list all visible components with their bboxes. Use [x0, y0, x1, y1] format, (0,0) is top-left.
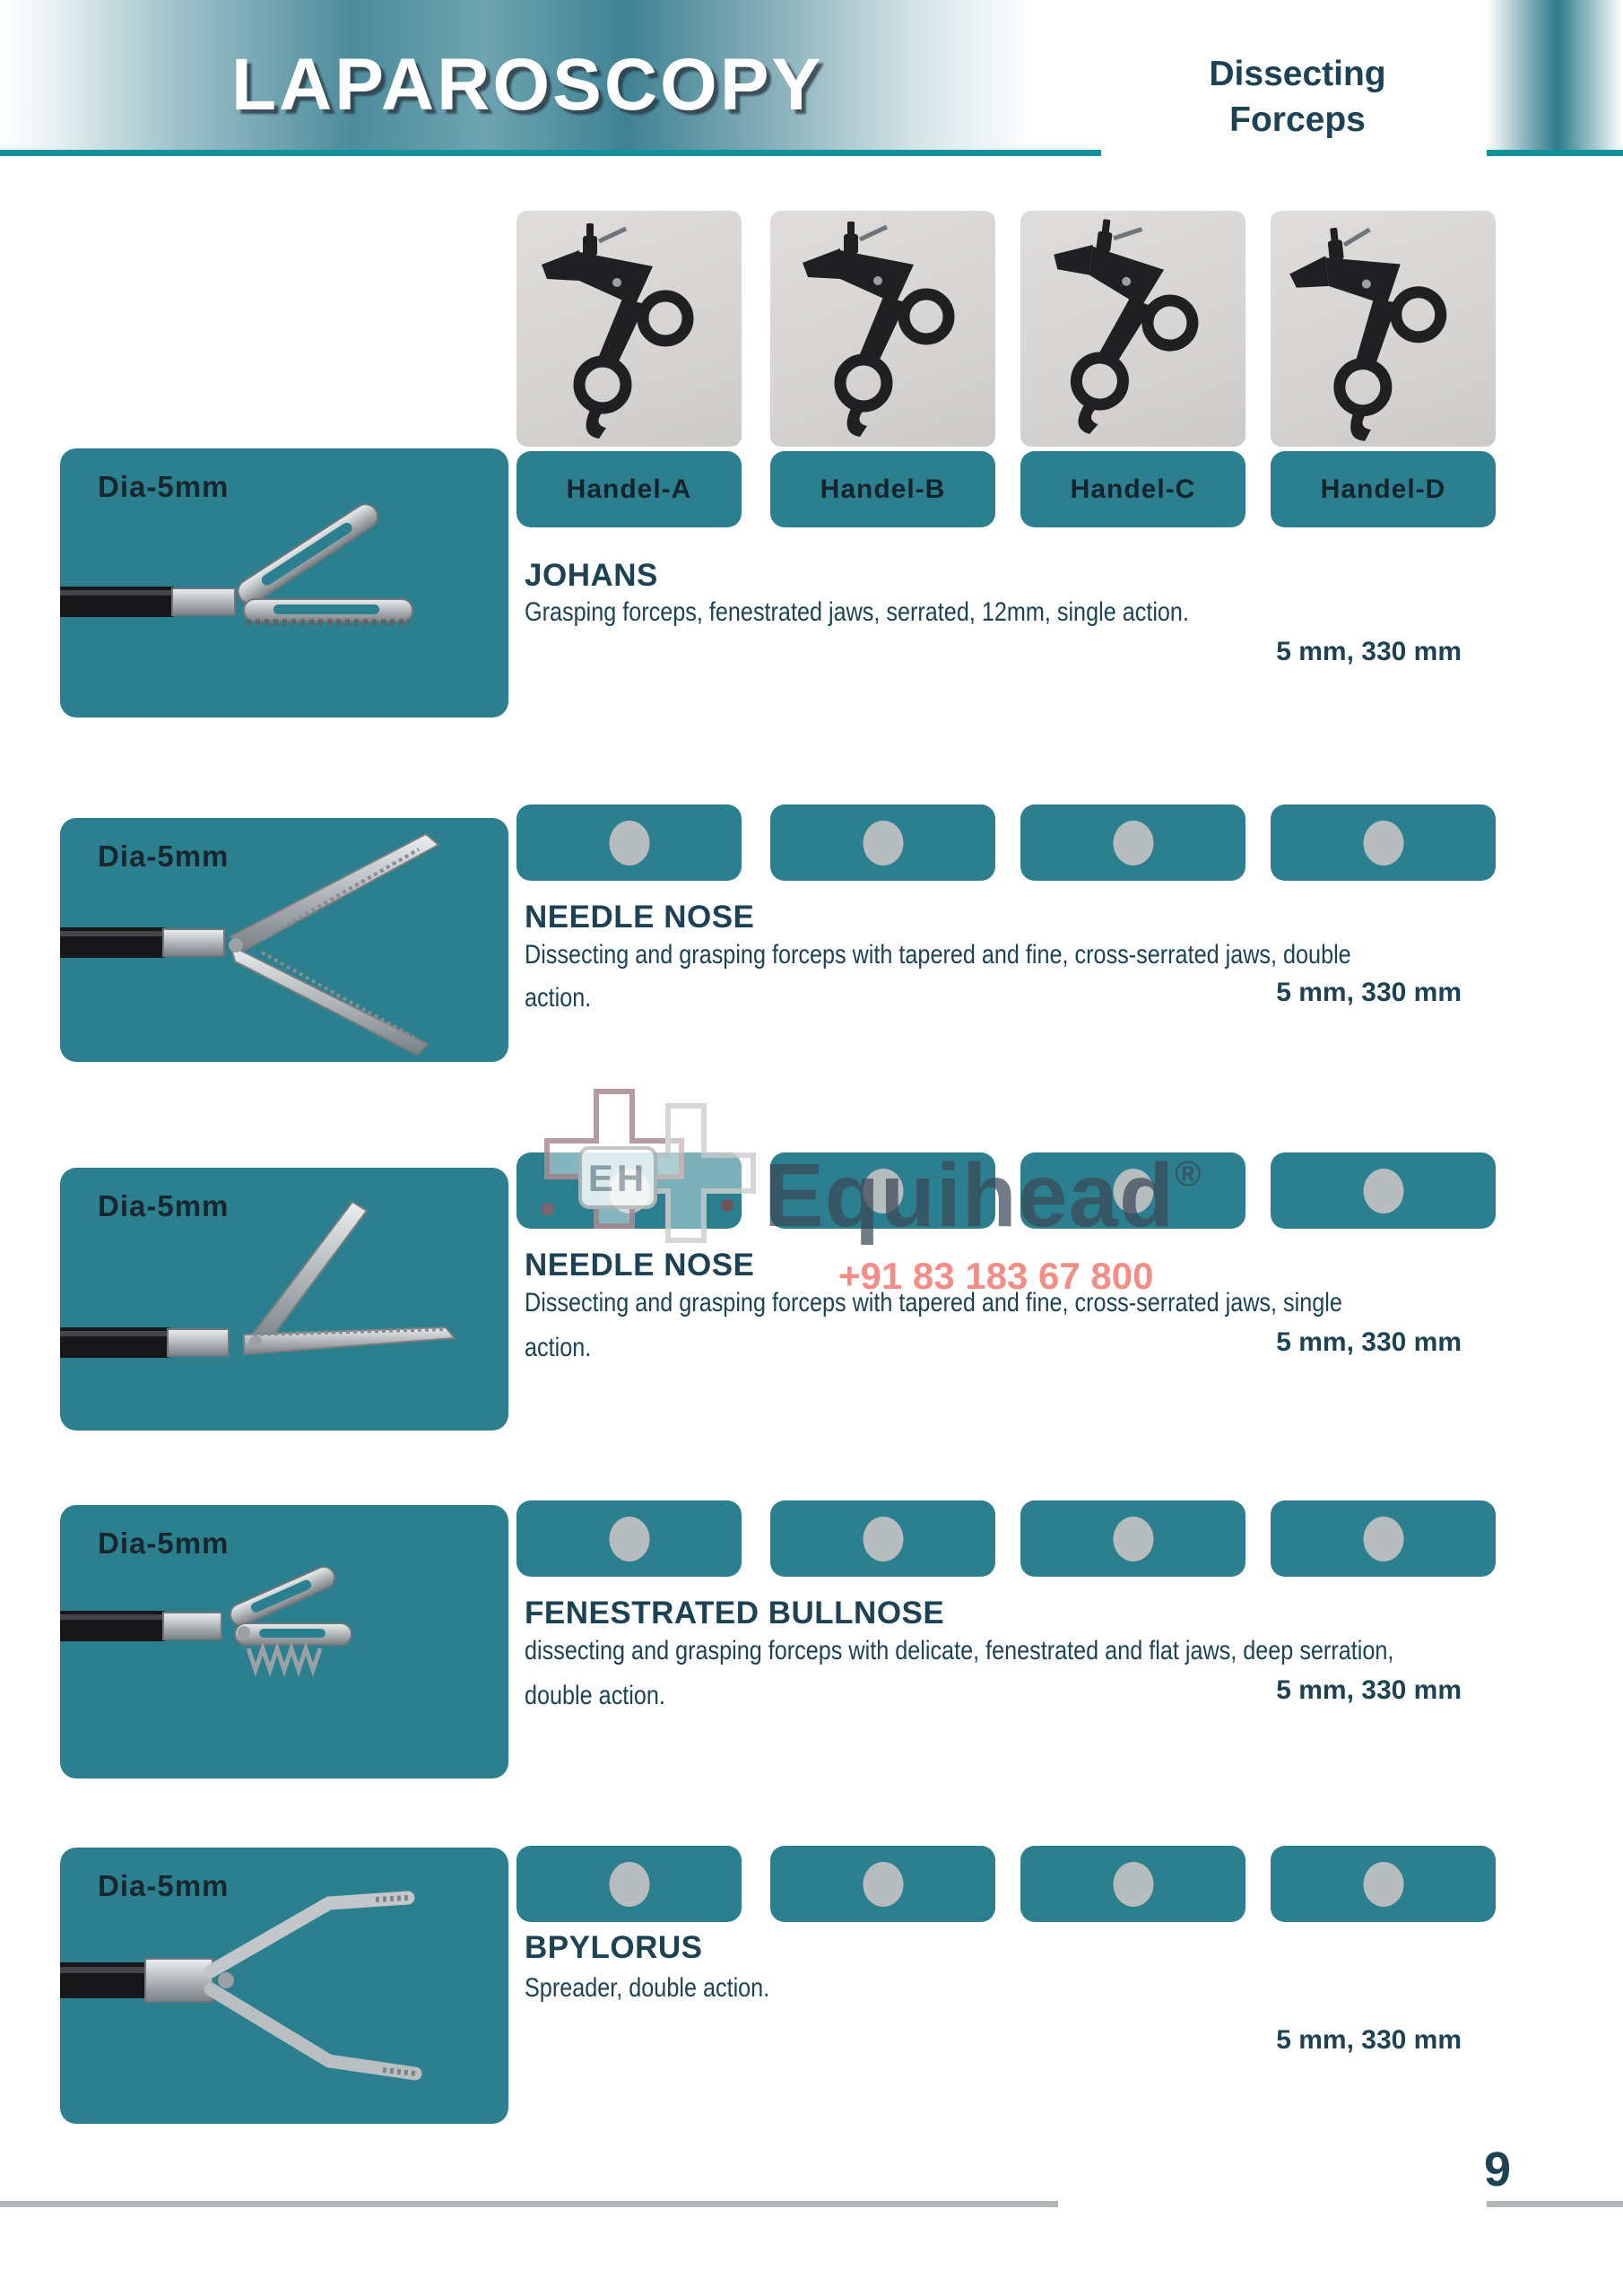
product-name: FENESTRATED BULLNOSE	[525, 1596, 945, 1631]
product-size: 5 mm, 330 mm	[1276, 1327, 1462, 1357]
product-description: Dissecting and grasping forceps with tapered and fine, cross-serrated jaws, single	[525, 1288, 1342, 1318]
dot-icon	[863, 821, 903, 865]
dot-icon	[609, 821, 649, 865]
handle-c-image	[1020, 211, 1245, 447]
dot-button[interactable]	[1271, 1500, 1496, 1577]
dot-icon	[1363, 1862, 1403, 1907]
category-title	[1105, 52, 1490, 143]
dia-label: Dia-5mm	[98, 1526, 230, 1560]
product-image-fenestrated-bullnose	[60, 1505, 508, 1779]
dia-label: Dia-5mm	[98, 470, 230, 503]
product-size: 5 mm, 330 mm	[1276, 2025, 1462, 2055]
product-image-johans	[60, 448, 508, 718]
dot-button[interactable]	[1271, 1152, 1496, 1229]
dot-button[interactable]	[516, 1500, 742, 1577]
handel-c-label: Handel-C	[1070, 474, 1196, 504]
product-image-needle-nose-single	[60, 1168, 508, 1431]
handel-a-label: Handel-A	[566, 474, 692, 504]
dot-button[interactable]	[1271, 804, 1496, 881]
dot-icon	[609, 1517, 649, 1561]
product-description: Dissecting and grasping forceps with tapered and fine, cross-serrated jaws, double	[525, 940, 1351, 970]
dot-button[interactable]	[516, 1846, 742, 1922]
dot-button[interactable]	[1020, 1846, 1245, 1922]
handel-d-label: Handel-D	[1320, 474, 1446, 504]
product-description-line2: action.	[525, 983, 592, 1013]
dot-icon	[1113, 821, 1153, 865]
product-image-bpylorus	[60, 1848, 508, 2124]
page-number: 9	[1483, 2143, 1512, 2196]
product-name: JOHANS	[525, 558, 658, 593]
product-size: 5 mm, 330 mm	[1276, 637, 1462, 666]
dot-button[interactable]	[1020, 1500, 1245, 1577]
product-size: 5 mm, 330 mm	[1276, 978, 1462, 1007]
watermark-brand	[764, 1144, 1202, 1248]
dot-icon	[1363, 1169, 1403, 1213]
dia-label: Dia-5mm	[98, 1189, 230, 1222]
dot-button[interactable]	[516, 804, 742, 881]
handle-photo-c	[1020, 211, 1245, 447]
product-name: NEEDLE NOSE	[525, 1248, 755, 1283]
handle-photo-a	[516, 211, 742, 447]
category-line1: Dissecting	[1209, 55, 1386, 93]
handel-d-button[interactable]	[1271, 451, 1496, 527]
dot-icon	[1113, 1517, 1153, 1561]
dia-label: Dia-5mm	[98, 839, 230, 873]
dot-icon	[1363, 1517, 1403, 1561]
handel-b-label: Handel-B	[820, 474, 946, 504]
product-description: Spreader, double action.	[525, 1973, 770, 2003]
dot-button[interactable]	[770, 1500, 995, 1577]
handle-b-image	[770, 211, 995, 447]
header-rule-left	[0, 150, 1101, 156]
page-title: LAPAROSCOPY	[231, 44, 824, 126]
dia-label: Dia-5mm	[98, 1869, 230, 1902]
registered-mark-icon: ®	[1175, 1154, 1202, 1194]
dot-icon	[609, 1862, 649, 1907]
product-description: dissecting and grasping forceps with delicate, fenestrated and flat jaws, deep serration,	[525, 1636, 1394, 1665]
dot-button[interactable]	[1020, 804, 1245, 881]
dot-icon	[1363, 821, 1403, 865]
header-right-strip	[1487, 0, 1623, 150]
handel-b-button[interactable]	[770, 451, 995, 527]
product-description: Grasping forceps, fenestrated jaws, serrated, 12mm, single action.	[525, 597, 1189, 627]
dot-button[interactable]	[770, 1846, 995, 1922]
category-line2: Forceps	[1229, 100, 1366, 139]
equihead-logo-watermark-icon	[525, 1022, 758, 1318]
watermark-phone: +91 83 183 67 800	[838, 1255, 1154, 1297]
dot-icon	[863, 1862, 903, 1907]
product-name: BPYLORUS	[525, 1930, 703, 1965]
footer-rule-left	[0, 2201, 1058, 2207]
handle-d-image	[1271, 211, 1496, 447]
header-rule-right	[1487, 150, 1623, 156]
handle-photo-d	[1271, 211, 1496, 447]
product-size: 5 mm, 330 mm	[1276, 1675, 1462, 1705]
product-image-needle-nose-double	[60, 818, 508, 1062]
product-description-line2: action.	[525, 1333, 592, 1362]
handle-a-image	[516, 211, 742, 447]
dot-button[interactable]	[1271, 1846, 1496, 1922]
product-name: NEEDLE NOSE	[525, 900, 755, 935]
dot-button[interactable]	[770, 804, 995, 881]
watermark-logo-letters: EH	[587, 1157, 648, 1199]
handel-c-button[interactable]	[1020, 451, 1245, 527]
dot-icon	[863, 1517, 903, 1561]
product-description-line2: double action.	[525, 1681, 665, 1710]
footer-rule-right	[1487, 2201, 1623, 2207]
dot-icon	[1113, 1862, 1153, 1907]
handle-photo-b	[770, 211, 995, 447]
handel-a-button[interactable]	[516, 451, 742, 527]
watermark-brand-text: Equihead	[764, 1145, 1176, 1246]
